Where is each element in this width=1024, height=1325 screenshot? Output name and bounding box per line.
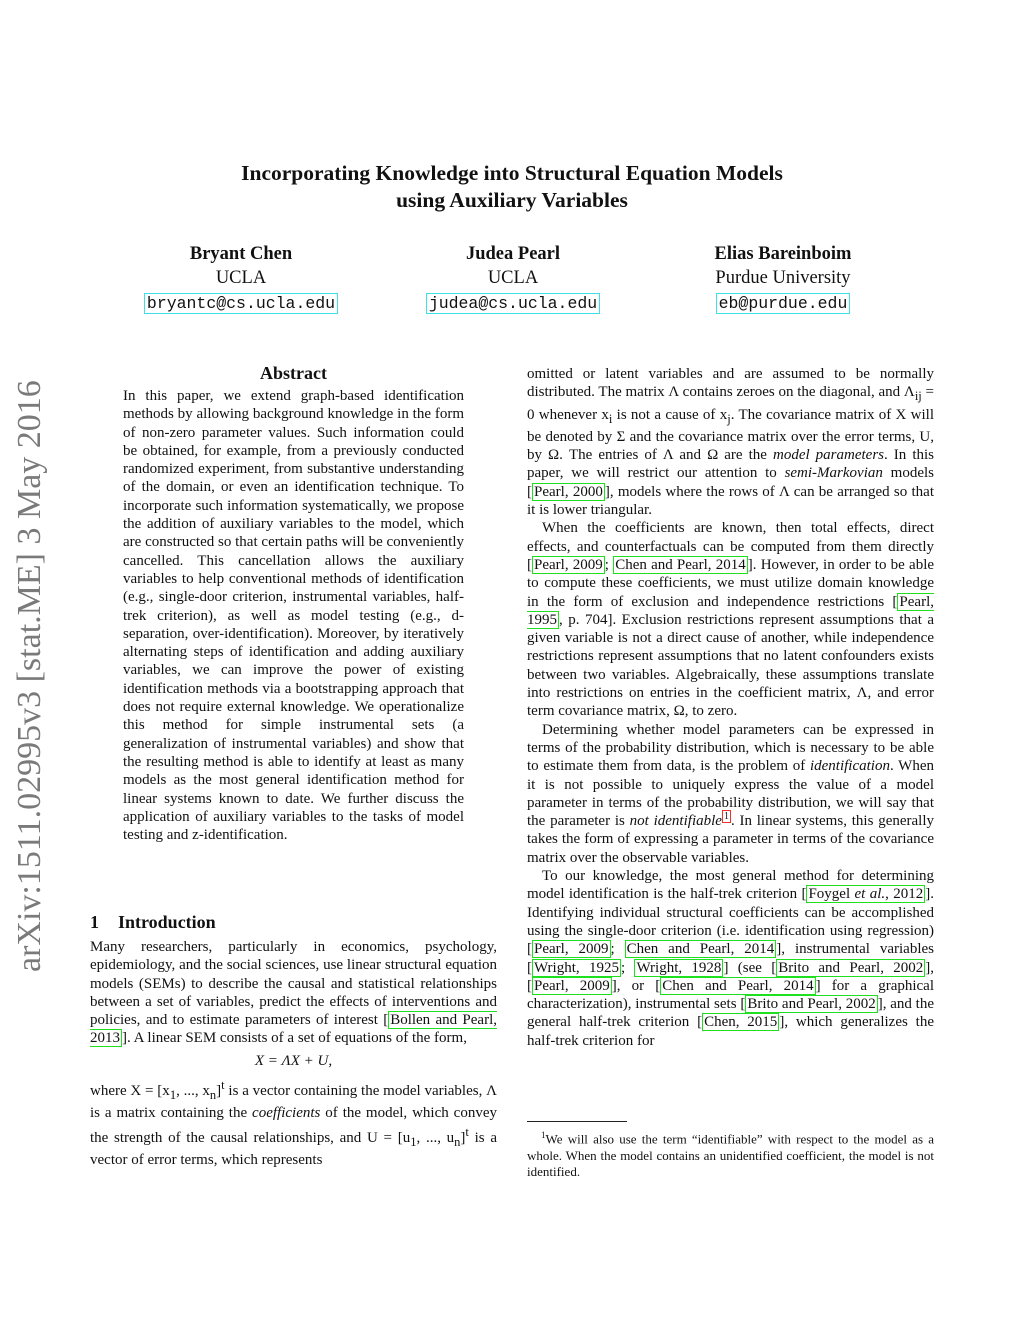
footnote-number: 1	[541, 1130, 546, 1140]
author-block-bareinboim	[683, 242, 883, 315]
intro-paragraph-2: where $X = [x_1$, ..., $x_n]^t$ is a vector containing the model variables, Λ is a matrix containing the coefficients of the model, which convey the strength of the causal relationships, and $U = [u_1$, ..., $u_n]^t$ is a vector of error terms, which represents	[90, 1078, 498, 1168]
citation-link[interactable]: Pearl, 2009	[534, 556, 603, 573]
citation-link[interactable]: Brito and Pearl, 2002	[747, 996, 876, 1013]
author-block-pearl	[403, 242, 623, 315]
intro-paragraph-1: Many researchers, particularly in economics, psychology, epidemiology, and the social sciences, use linear structural equation models (SEMs) to describe the causal and statistical relationships between a set of variables, predict the effects of interventions and policies, and to estimate parameters of interest [ Bollen and Pearl, 2013 ]. A linear SEM consists of a set of equations of the form,	[90, 939, 497, 1047]
footnote-marker-link[interactable]: 1	[723, 811, 729, 823]
citation-link[interactable]: Bollen and Pearl, 2013	[90, 1012, 497, 1047]
section-number: 1	[90, 912, 99, 932]
citation-link[interactable]: Wright, 1925	[534, 959, 619, 976]
title-line-2: using Auxiliary Variables	[396, 188, 628, 212]
arxiv-sidebar: arXiv:1511.02995v3 [stat.ME] 3 May 2016	[11, 380, 48, 972]
author-affiliation: UCLA	[487, 268, 539, 288]
citation-link[interactable]: Pearl, 2000	[534, 483, 603, 500]
author-affiliation: UCLA	[215, 268, 267, 288]
abstract-text: In this paper, we extend graph-based identification methods by allowing background knowledge in the form of non-zero parameter values. Such information could be obtained, for example, from a previously conducted randomized experiment, from substantive understanding of the domain, or even an identification technique. To incorporate such information systematically, we propose the addition of auxiliary variables to the model, which are constructed so that certain paths will be conveniently cancelled. This cancellation allows the auxiliary variables to help conventional methods of identification (e.g., single-door criterion, instrumental variables, half-trek criterion), as well as model testing (e.g., d-separation, over-identification). Moreover, by iteratively alternating steps of identification and adding auxiliary variables, we can improve the power of existing identification methods via a bootstrapping approach that does not require external knowledge. We operationalize this method for simple instrumental sets (a generalization of instrumental variables) and show that the resulting method is able to identify at least as many models as the most general identification method for linear systems known to date. We further discuss the application of auxiliary variables to the tasks of model testing and z-identification.	[123, 388, 464, 844]
citation-link[interactable]: Chen and Pearl, 2014	[615, 556, 746, 573]
citation-link[interactable]: Brito and Pearl, 2002	[778, 959, 924, 976]
right-paragraph-4: To our knowledge, the most general method for determining model identification is the half-trek criterion [ Foygel et al., 2012 ]. Identifying individual structural coefficients can be accomplished using the single-door criterion (i.e. identification using regression) [ Pearl, 2009 ; Chen and Pearl, 2014 ], instrumental variables [ Wright, 1925 ; Wright, 1928 ] (see [ Brito and Pearl, 2002 ], [ Pearl, 2009 ], or [ Chen and Pearl, 2014 ] for a graphical characterization), instrumental sets [ Brito and Pearl, 2002 ], and the general half-trek criterion [ Chen, 2015 ], which generalizes the half-trek criterion for	[527, 868, 935, 1049]
citation-link[interactable]: Wright, 1928	[636, 959, 722, 976]
citation-link[interactable]: Pearl, 2009	[534, 977, 610, 994]
footnote-rule	[527, 1121, 627, 1122]
citation-link[interactable]: Chen and Pearl, 2014	[662, 977, 814, 994]
title-line-1: Incorporating Knowledge into Structural Equation Models	[241, 161, 783, 185]
citation-link[interactable]: Pearl, 1995	[527, 593, 934, 628]
author-name: Elias Bareinboim	[714, 244, 852, 264]
citation-link[interactable]: Pearl, 2009	[534, 941, 609, 958]
author-name: Bryant Chen	[189, 244, 293, 264]
right-paragraph-3: Determining whether model parameters can be expressed in terms of the probability distribution, which is necessary to be able to estimate them from data, is the problem of identification. When it is not possible to uniquely express the value of a model parameter in terms of the probability distribution, we will say that the parameter is not identifiable $^1$ . In linear systems, this generally takes the form of expressing a parameter in terms of the covariance matrix over the observable variables.	[527, 721, 934, 866]
citation-link[interactable]: Chen, 2015	[704, 1014, 778, 1031]
author-name: Judea Pearl	[465, 244, 561, 264]
footnote	[527, 1127, 934, 1181]
author-block-chen	[121, 242, 361, 315]
right-paragraph-1: omitted or latent variables and are assumed to be normally distributed. The matrix Λ contains zeroes on the diagonal, and $\Lambda_{ij} = 0$ whenever $x_i$ is not a cause of $x_j$. The covariance matrix of X will be denoted by Σ and the covariance matrix over the error terms, U, by Ω. The entries of Λ and Ω are the model parameters. In this paper, we will restrict our attention to semi-Markovian models [ Pearl, 2000 ], models where the rows of Λ can be arranged so that it is lower triangular.	[527, 366, 935, 519]
footnote-text: We will also use the term “identifiable” with respect to the model as a whole. When the model contains an unidentified coefficient, the model is not identified.	[527, 1131, 934, 1180]
section-title: Introduction	[118, 912, 216, 932]
author-email-link[interactable]: eb@purdue.edu	[716, 293, 851, 314]
citation-link[interactable]: Chen and Pearl, 2014	[626, 941, 775, 958]
citation-link[interactable]: Foygel et al., 2012	[808, 886, 924, 903]
abstract	[123, 361, 464, 844]
section-heading	[90, 910, 497, 934]
equation-sem: X = ΛX + U,	[254, 1052, 333, 1069]
author-affiliation: Purdue University	[715, 268, 851, 288]
right-column	[527, 365, 934, 1050]
right-paragraph-2: When the coefficients are known, then total effects, direct effects, and counterfactuals can be computed from them directly [ Pearl, 2009 ; Chen and Pearl, 2014 ]. However, in order to be able to compute these coefficients, we must utilize domain knowledge in the form of exclusion and independence restrictions [ Pearl, 1995 , p. 704]. Exclusion restrictions represent assumptions that a given variable is not a direct cause of another, while independence restrictions represent assumptions that no latent confounders exists between two variables. Algebraically, these assumptions translate into restrictions on entries in the coefficient matrix, Λ, and error term covariance matrix, Ω, to zero.	[527, 520, 935, 720]
introduction-section	[90, 910, 497, 1169]
paper-title	[112, 160, 912, 214]
author-email-link[interactable]: judea@cs.ucla.edu	[426, 293, 600, 314]
abstract-heading: Abstract	[260, 363, 327, 383]
author-email-link[interactable]: bryantc@cs.ucla.edu	[144, 293, 338, 314]
